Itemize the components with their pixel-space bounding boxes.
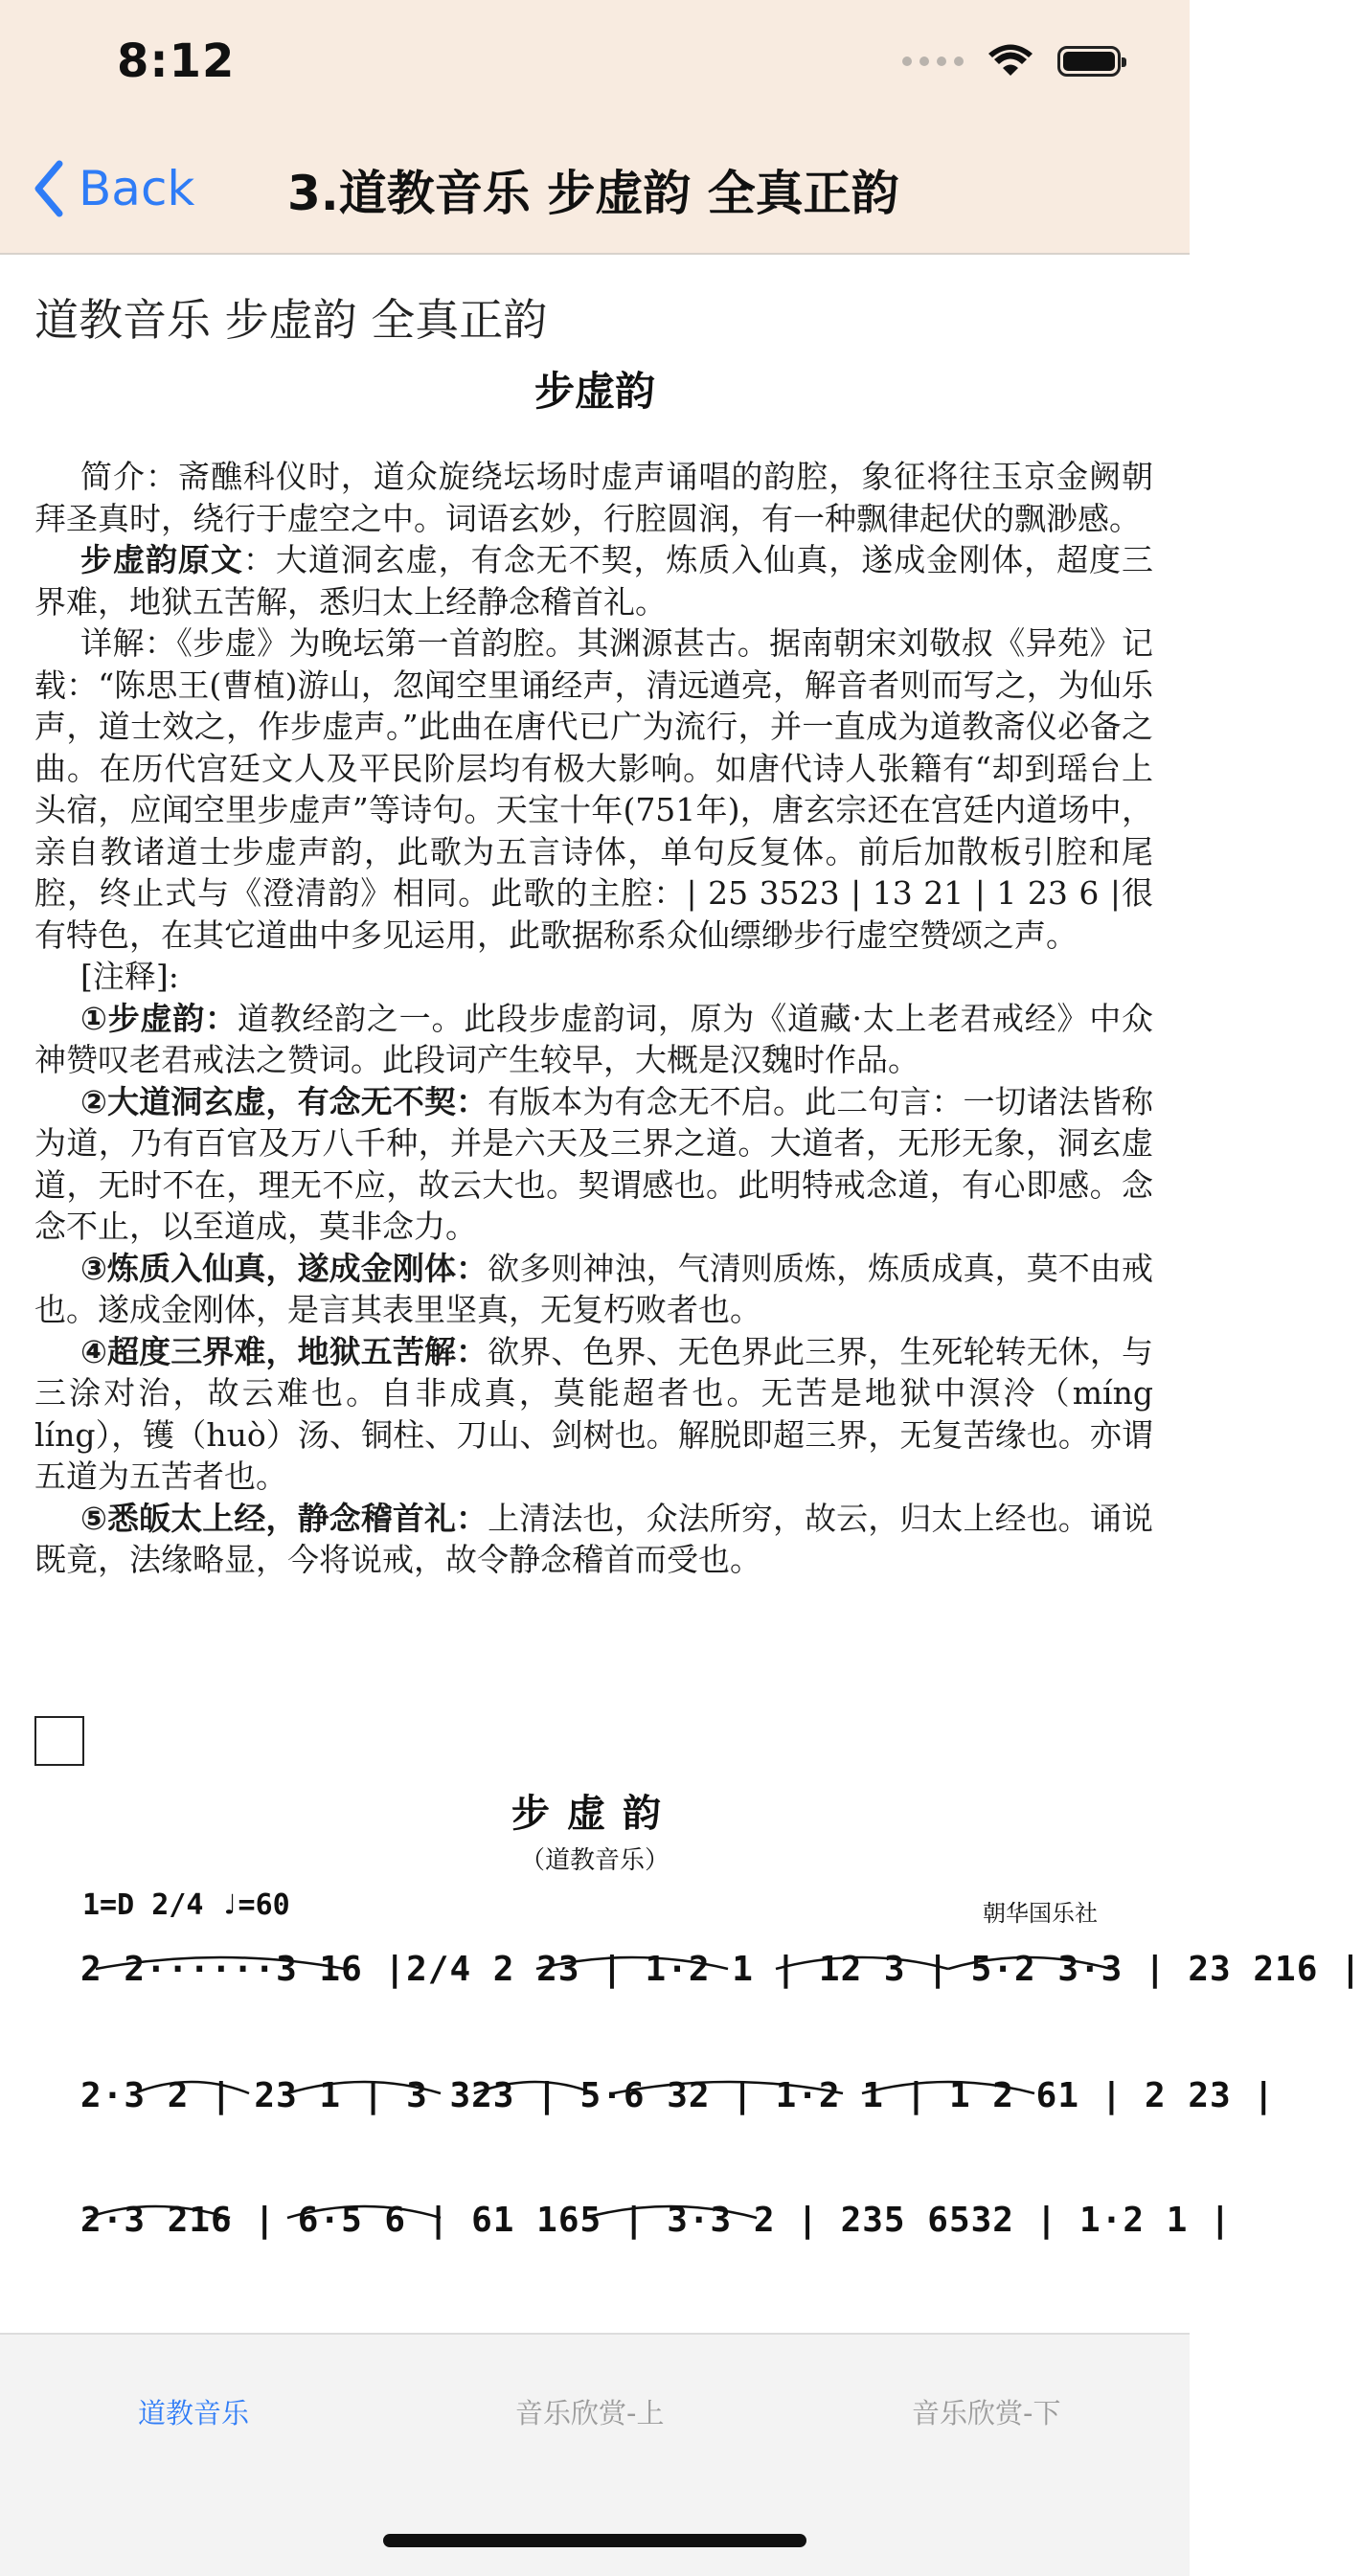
note-body: 上清法也，众法所穷，故云，归太上经也。诵说既竟，法缘略显，今将说戒，故令静念稽首而受也。	[34, 1499, 1153, 1578]
score-line: 2·3 216 | 6·5 6 | 61 165 | 3·3 2 | 235 6532 | 1·2 1 |	[80, 2201, 1232, 2240]
note-item	[34, 1498, 1153, 1581]
document-heading: 道教音乐 步虚韵 全真正韵	[34, 294, 548, 346]
note-head: ⑤悉皈太上经，静念稽首礼：	[80, 1499, 488, 1537]
score-title: 步虚韵	[511, 1791, 678, 1836]
broken-image-icon	[34, 1716, 84, 1766]
score-credit: 朝华国乐社	[983, 1900, 1098, 1927]
note-head: ③炼质入仙真，遂成金刚体：	[80, 1249, 488, 1287]
back-button[interactable]	[33, 153, 194, 224]
score-subtitle: （道教音乐）	[519, 1846, 670, 1875]
note-item	[34, 998, 1153, 1081]
wifi-icon	[988, 45, 1033, 78]
note-item	[34, 1331, 1153, 1498]
intro-paragraph: 简介：斋醮科仪时，道众旋绕坛场时虚声诵唱的韵腔，象征将往玉京金阙朝拜圣真时，绕行于虚空之中。词语玄妙，行腔圆润，有一种飘律起伏的飘渺感。	[34, 458, 1153, 537]
note-body: 欲多则神浊，气清则质炼，炼质成真，莫不由戒也。遂成金刚体，是言其表里坚真，无复朽败者也。	[34, 1249, 1153, 1328]
note-head: ④超度三界难，地狱五苦解：	[80, 1332, 488, 1370]
home-indicator[interactable]	[383, 2534, 806, 2547]
original-paragraph	[34, 539, 1153, 622]
score-line: 2·3 2 | 23 1 | 3 323 | 5·6 32 | 1·2 1 | 1 2 61 | 2 23 |	[80, 2076, 1276, 2115]
score-key-signature: 1=D 2/4 ♩=60	[82, 1888, 290, 1922]
tab-music-appreciation-1[interactable]: 音乐欣赏-上	[515, 2397, 665, 2429]
back-label: Back	[79, 161, 195, 216]
status-icons	[902, 42, 1121, 80]
page-title: 3.道教音乐 步虚韵 全真正韵	[287, 166, 899, 221]
cellular-signal-icon	[902, 56, 964, 66]
status-time: 8:12	[117, 34, 236, 88]
top-bar	[0, 0, 1190, 255]
content-scroll[interactable]	[0, 255, 1362, 2333]
original-text: ：大道洞玄虚，有念无不契，炼质入仙真，遂成金刚体，超度三界难，地狱五苦解，悉归太上经静念稽首礼。	[34, 541, 1153, 621]
note-body: 欲界、色界、无色界此三界，生死轮转无休，与三涂对治，故云难也。自非成真，莫能超者也。无苦是地狱中溟泠（míng líng），镬（huò）汤、铜柱、刀山、剑树也。解脱即超三界，无复苦缘也。亦谓五道为五苦者也。	[34, 1332, 1153, 1495]
battery-icon	[1057, 46, 1121, 77]
note-body: 有版本为有念无不启。此二句言：一切诸法皆称为道，乃有百官及万八千种，并是六天及三界之道。大道者，无形无象，洞玄虚道，无时不在，理无不应，故云大也。契谓感也。此明特戒念道，有心即感。念念不止，以至道成，莫非念力。	[34, 1082, 1153, 1245]
tab-taoist-music[interactable]: 道教音乐	[138, 2397, 250, 2429]
chevron-left-icon	[33, 160, 65, 217]
document-subtitle: 步虚韵	[533, 368, 655, 415]
note-head: ②大道洞玄虚，有念无不契：	[80, 1082, 488, 1120]
original-label: 步虚韵原文	[80, 541, 243, 578]
note-item	[34, 1081, 1153, 1248]
detail-paragraph: 详解：《步虚》为晚坛第一首韵腔。其渊源甚古。据南朝宋刘敬叔《异苑》记载：“陈思王(曹植)游山，忽闻空里诵经声，清远遒亮，解音者则而写之，为仙乐声，道士效之，作步虚声。”此曲在唐代已广为流行，并一直成为道教斋仪必备之曲。在历代宫廷文人及平民阶层均有极大影响。如唐代诗人张籍有“却到瑶台上头宿，应闻空里步虚声”等诗句。天宝十年(751年)，唐玄宗还在宫廷内道场中，亲自教诸道士步虚声韵，此歌为五言诗体，单句反复体。前后加散板引腔和尾腔，终止式与《澄清韵》相同。此歌的主腔：| 25 3523 | 13 21 | 1 23 6 |很有特色，在其它道曲中多见运用，此歌据称系众仙缥缈步行虚空赞颂之声。	[34, 624, 1153, 954]
article-body	[34, 456, 1153, 1581]
phrase-arcs	[0, 1768, 1362, 2333]
note-head: ①步虚韵：	[80, 999, 238, 1037]
tab-music-appreciation-2[interactable]: 音乐欣赏-下	[912, 2397, 1061, 2429]
note-body: 道教经韵之一。此段步虚韵词，原为《道藏·太上老君戒经》中众神赞叹老君戒法之赞词。此段词产生较早，大概是汉魏时作品。	[34, 999, 1153, 1078]
score-line: 2 2······3 16 |2/4 2 23 | 1·2 1 | 12 3 | 5·2 3·3 | 23 216 |	[80, 1950, 1362, 1989]
note-item	[34, 1248, 1153, 1331]
sheet-music-image	[0, 1768, 1362, 2333]
notes-label: [注释]:	[80, 958, 179, 995]
